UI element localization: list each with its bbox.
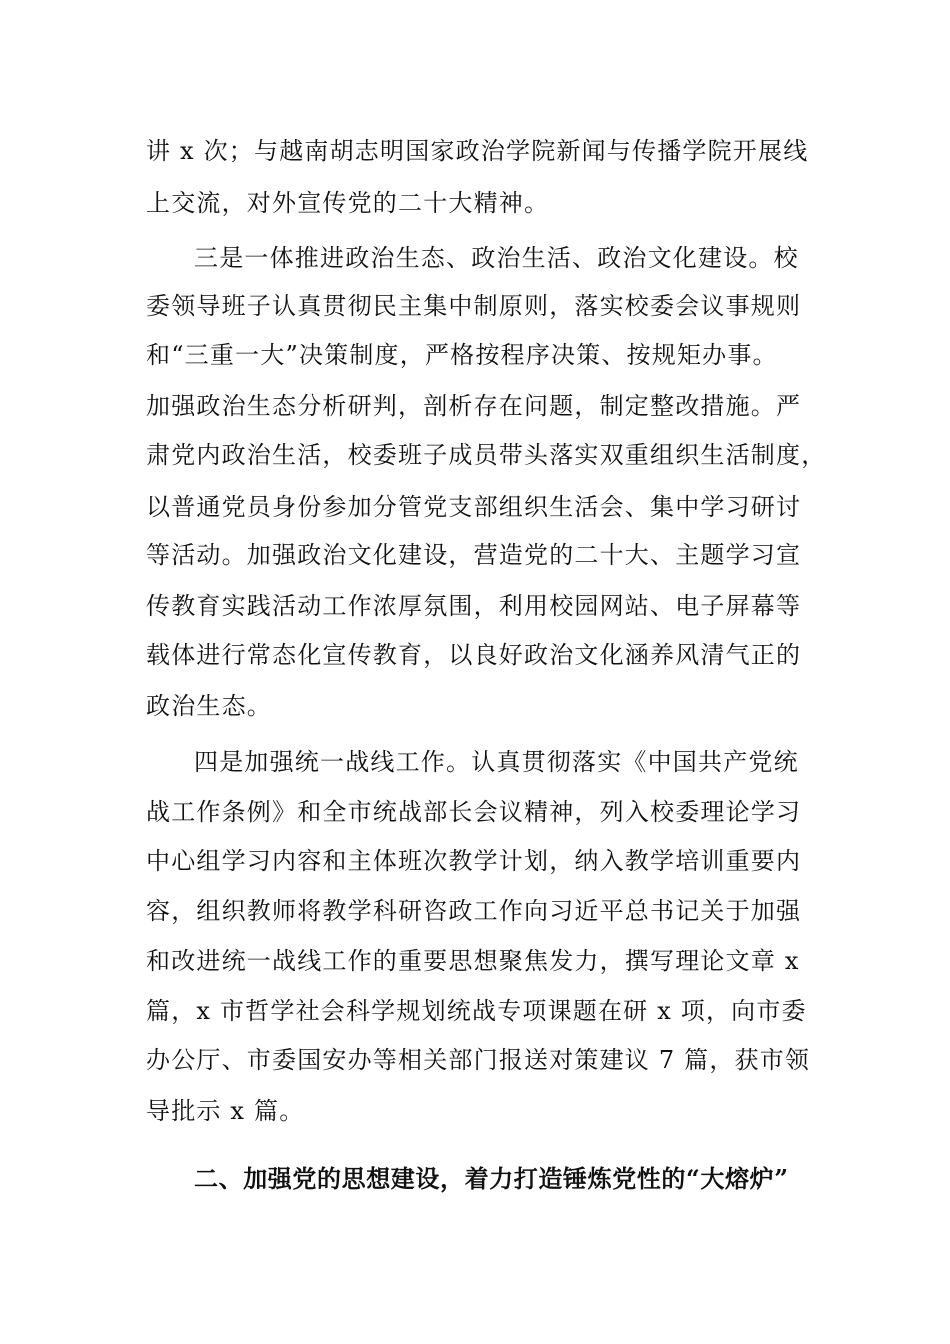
paragraph-1-line-2: 上交流，对外宣传党的二十大精神。	[146, 189, 550, 217]
paragraph-3-line-5: 和改进统一战线工作的重要思想聚焦发力，撰写理论文章 x	[146, 947, 800, 975]
paragraph-3-line-4: 容，组织教师将教学科研咨政工作向习近平总书记关于加强	[146, 897, 802, 925]
paragraph-2-line-1: 三是一体推进政治生态、政治生活、政治文化建设。校	[194, 244, 799, 272]
paragraph-2-line-5: 肃党内政治生活，校委班子成员带头落实双重组织生活制度，	[146, 441, 827, 469]
paragraph-3-line-8: 导批示 x 篇。	[146, 1097, 305, 1125]
section-heading: 二、加强党的思想建设，着力打造锤炼党性的“大熔炉”	[194, 1164, 789, 1193]
paragraph-3-line-7: 办公厅、市委国安办等相关部门报送对策建议 7 篇，获市领	[146, 1046, 811, 1074]
paragraph-3-line-3: 中心组学习内容和主体班次教学计划，纳入教学培训重要内	[146, 847, 802, 875]
paragraph-1-line-1: 讲 x 次；与越南胡志明国家政治学院新闻与传播学院开展线	[146, 137, 809, 165]
paragraph-3-line-6: 篇，x 市哲学社会科学规划统战专项课题在研 x 项，向市委	[146, 997, 807, 1025]
paragraph-2-line-9: 载体进行常态化宣传教育，以良好政治文化涵养风清气正的	[146, 641, 802, 669]
paragraph-2-line-2: 委领导班子认真贯彻民主集中制原则，落实校委会议事规则	[146, 292, 802, 320]
paragraph-2-line-3: 和“三重一大”决策制度，严格按程序决策、按规矩办事。	[146, 341, 778, 369]
paragraph-2-line-7: 等活动。加强政治文化建设，营造党的二十大、主题学习宣	[146, 541, 802, 569]
paragraph-3-line-2: 战工作条例》和全市统战部长会议精神，列入校委理论学习	[146, 798, 802, 826]
paragraph-2-line-8: 传教育实践活动工作浓厚氛围，利用校园网站、电子屏幕等	[146, 592, 802, 620]
paragraph-2-line-4: 加强政治生态分析研判，剖析存在问题，制定整改措施。严	[146, 392, 802, 420]
paragraph-2-line-6: 以普通党员身份参加分管党支部组织生活会、集中学习研讨	[146, 493, 802, 521]
paragraph-3-line-1: 四是加强统一战线工作。认真贯彻落实《中国共产党统	[194, 748, 799, 776]
paragraph-2-line-10: 政治生态。	[146, 692, 272, 720]
